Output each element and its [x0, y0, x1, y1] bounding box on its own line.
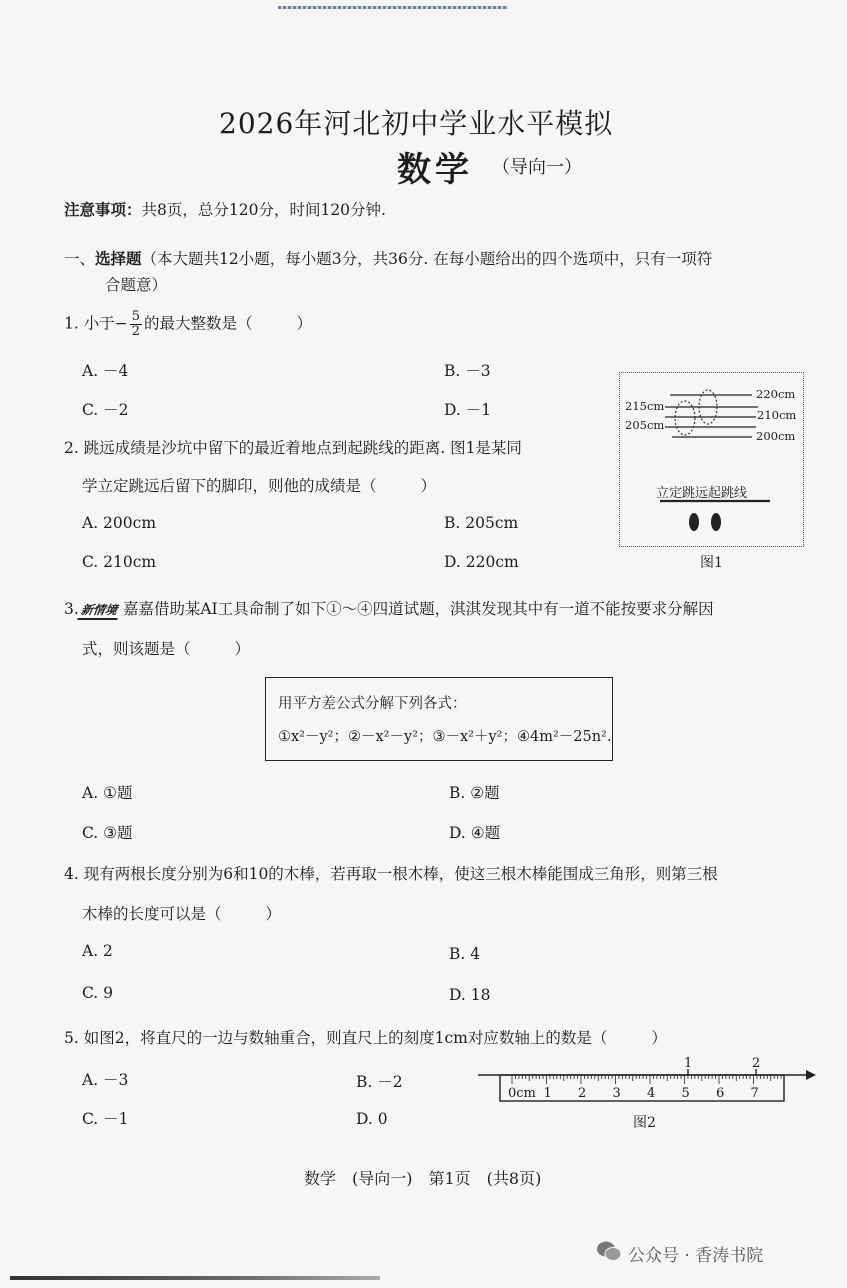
- figure-2-caption: 图2: [633, 1115, 656, 1131]
- q3-option-b[interactable]: B. ②题: [449, 784, 500, 802]
- q4-line2-text: 木棒的长度可以是（: [82, 905, 222, 923]
- section-number: 一、: [64, 250, 96, 268]
- fig1-label-200: 200cm: [756, 429, 796, 443]
- watermark-text: 公众号 · 香涛书院: [628, 1246, 764, 1266]
- question-3-line1: [64, 597, 714, 620]
- ruler-ticks: [512, 1075, 781, 1084]
- q3-box-items: ①x²－y²；②－x²－y²；③－x²＋y²；④4m²－25n².: [278, 729, 612, 745]
- q3-option-d[interactable]: D. ④题: [449, 824, 501, 842]
- q5-line1-text: 5. 如图2，将直尺的一边与数轴重合，则直尺上的刻度1cm对应数轴上的数是（: [64, 1029, 608, 1047]
- question-2-line1: 2. 跳远成绩是沙坑中留下的最近着地点到起跳线的距离. 图1是某同: [64, 439, 522, 457]
- axis-label-1: 1: [684, 1056, 693, 1071]
- fig1-label-220: 220cm: [756, 387, 796, 401]
- section-desc-cont: 合题意）: [105, 276, 168, 294]
- figure-2-drawing: [476, 1054, 816, 1110]
- q3-box-title: 用平方差公式分解下列各式：: [278, 696, 467, 712]
- q2-option-c[interactable]: C. 210cm: [82, 553, 157, 571]
- ruler-label: 0cm: [508, 1086, 536, 1101]
- new-context-tag: 新情境: [77, 601, 120, 620]
- scan-artifact-top: [278, 6, 508, 9]
- q4-option-c[interactable]: C. 9: [82, 984, 114, 1002]
- q3-close: ）: [234, 640, 251, 658]
- q4-option-d[interactable]: D. 18: [449, 986, 491, 1004]
- question-4-line1: 4. 现有两根长度分别为6和10的木棒，若再取一根木棒，使这三根木棒能围成三角形，则第三根: [64, 865, 718, 883]
- q2-close: ）: [420, 477, 437, 495]
- q1-suffix: 的最大整数是（: [144, 314, 253, 333]
- q3-line1-text: 嘉嘉借助某AI工具命制了如下①～④四道试题，淇淇发现其中有一道不能按要求分解因: [122, 600, 714, 618]
- subject-variant: （导向一）: [492, 157, 582, 178]
- q5-close: ）: [651, 1029, 667, 1047]
- scan-artifact-bottom: [10, 1276, 380, 1280]
- q4-close: ）: [265, 905, 282, 923]
- notice-label: 注意事项：: [64, 200, 142, 219]
- footprint-left-outline: [675, 401, 695, 435]
- question-1-stem: [64, 310, 312, 339]
- q4-option-b[interactable]: B. 4: [449, 945, 481, 963]
- q1-fraction: [130, 310, 142, 339]
- foot-right-icon: [711, 513, 721, 531]
- wechat-icon: [596, 1240, 622, 1262]
- axis-label-2: 2: [752, 1056, 761, 1071]
- exam-title: 2026年河北初中学业水平模拟: [219, 107, 614, 140]
- q1-sign: −: [114, 314, 128, 333]
- ruler-label: 5: [681, 1086, 690, 1101]
- q4-option-a[interactable]: A. 2: [82, 942, 113, 960]
- page-footer: 数学 (导向一) 第1页 (共8页): [304, 1169, 542, 1188]
- wechat-logo-icon: [596, 1240, 622, 1262]
- q1-option-c[interactable]: C. －2: [82, 401, 129, 419]
- foot-left-icon: [689, 513, 699, 531]
- section-heading: [64, 247, 712, 269]
- ruler-label: 3: [612, 1086, 621, 1101]
- subject-title: 数学: [397, 150, 473, 190]
- q1-numerator: 5: [131, 309, 140, 324]
- ruler-label: 1: [543, 1086, 552, 1101]
- q3-problem-box: [265, 677, 613, 761]
- ruler-label: 6: [716, 1086, 725, 1101]
- question-4-line2: [82, 902, 281, 924]
- q5-option-a[interactable]: A. －3: [82, 1071, 129, 1089]
- q2-option-a[interactable]: A. 200cm: [82, 514, 157, 532]
- axis-arrow-icon: [806, 1070, 816, 1080]
- q5-option-c[interactable]: C. －1: [82, 1110, 129, 1128]
- fig1-label-210: 210cm: [757, 408, 797, 422]
- section-desc: （本大题共12小题，每小题3分，共36分. 在每小题给出的四个选项中，只有一项符: [141, 250, 713, 268]
- fig1-label-215: 215cm: [625, 399, 665, 413]
- ruler-label: 4: [647, 1086, 656, 1101]
- notice: [64, 198, 386, 220]
- q2-line2-text: 学立定跳远后留下的脚印，则他的成绩是（: [82, 477, 377, 495]
- q3-option-a[interactable]: A. ①题: [82, 784, 133, 802]
- ruler-label: 7: [750, 1086, 759, 1101]
- question-5-stem: [64, 1026, 667, 1048]
- q1-close: ）: [296, 314, 313, 333]
- q1-option-d[interactable]: D. －1: [444, 401, 492, 419]
- q2-option-d[interactable]: D. 220cm: [444, 553, 519, 571]
- q3-number: 3.: [64, 600, 79, 618]
- q5-option-b[interactable]: B. －2: [356, 1073, 403, 1091]
- q1-prefix: 1. 小于: [64, 314, 115, 333]
- figure-1-caption: 图1: [700, 555, 723, 571]
- q2-option-b[interactable]: B. 205cm: [444, 514, 519, 532]
- q1-option-b[interactable]: B. －3: [444, 362, 491, 380]
- notice-text: 共8页，总分120分，时间120分钟.: [141, 201, 386, 219]
- q1-denominator: 2: [131, 324, 140, 339]
- question-2-line2: [82, 474, 436, 496]
- section-label: 选择题: [95, 249, 142, 268]
- q3-line2-text: 式，则该题是（: [82, 640, 191, 658]
- question-3-line2: [82, 637, 250, 659]
- figure-1: [619, 372, 804, 547]
- fig1-label-205: 205cm: [625, 418, 665, 432]
- q3-option-c[interactable]: C. ③题: [82, 824, 133, 842]
- ruler-label: 2: [578, 1086, 587, 1101]
- q1-option-a[interactable]: A. －4: [82, 362, 129, 380]
- q5-option-d[interactable]: D. 0: [356, 1110, 388, 1128]
- fig1-start-line-label: 立定跳远起跳线: [656, 486, 748, 501]
